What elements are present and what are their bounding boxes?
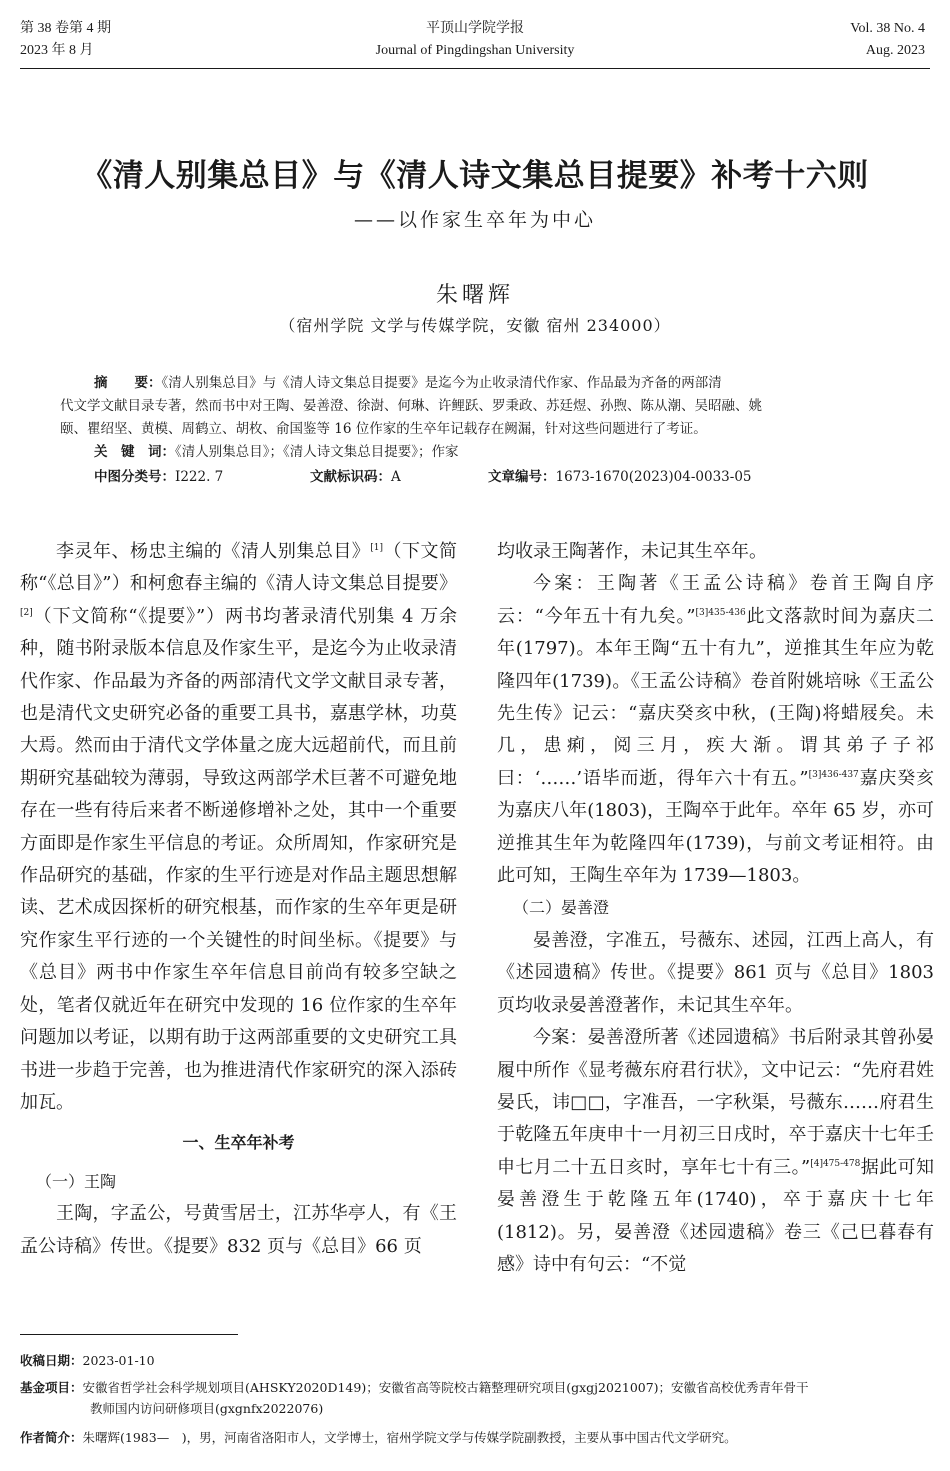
clc-label: 中图分类号： <box>94 469 175 485</box>
intro-text-a: 李灵年、杨忠主编的《清人别集总目》 <box>56 541 371 562</box>
footnote-rule <box>20 1334 238 1335</box>
running-header-center <box>0 18 950 62</box>
fund-text-1: 安徽省哲学社会科学规划项目(AHSKY2020D149)；安徽省高等院校古籍整理研究项目(gxgj2021007)；安徽省高校优秀青年骨干 <box>82 1380 809 1395</box>
yanshancheng-text-a: 今案：晏善澄所著《述园遗稿》书后附录其曾孙晏履中所作《显考薇东府君行状》，文中记云：“先府君姓晏氏，讳□□，字准吾，一字秋渠，号薇东……府君生于乾隆五年庚申十一月初三日戌时，卒于嘉庆十七年壬申七月二十五日亥时，享年七十有三。” <box>497 1027 934 1178</box>
issue-date: 2023 年 8 月 <box>20 43 94 58</box>
volume-issue: 第 38 卷第 4 期 <box>20 21 111 36</box>
clc-number <box>94 464 223 490</box>
clc-value: I222. 7 <box>175 469 224 485</box>
abstract-block <box>60 372 894 490</box>
fund-text-2: 教师国内访问研修项目(gxgnfx2022076) <box>90 1401 324 1416</box>
volume-number-en: Vol. 38 No. 4 <box>850 21 925 36</box>
received-value: 2023-01-10 <box>82 1353 155 1368</box>
intro-text-c: （下文简称“《提要》”）两书均著录清代别集 4 万余种，随书附录版本信息及作家生平，是迄今为止收录清代作家、作品最为齐备的两部清代文学文献目录专著，也是清代文史研究必备的重要工具书，嘉惠学林，功莫大焉。然而由于清代文学体量之庞大远超前代，而且前期研究基础较为薄弱，导致这两部学术巨著不可避免地存在一些有待后来者不断递修增补之处，其中一个重要方面即是作家生平信息的考证。众所周知，作家研究是作品研究的基础，作家的生平行迹是对作品主题思想解读、艺术成因探析的研究根基，而作家的生卒年更是研究作家生平行迹的一个关键性的时间坐标。《提要》与《总目》两书中作家生卒年信息目前尚有较多空缺之处，笔者仅就近年在研究中发现的 16 位作家的生卒年问题加以考证，以期有助于这两部重要的文史研究工具书进一步趋于完善，也为推进清代作家研究的深入添砖加瓦。 <box>20 605 457 1113</box>
issue-date-en: Aug. 2023 <box>865 43 925 58</box>
body-column-right <box>497 536 934 1281</box>
abstract-line-3: 颐、瞿绍坚、黄模、周鹤立、胡枚、俞国鉴等 16 位作家的生卒年记载存在阙漏，针对这些问题进行了考证。 <box>60 421 707 437</box>
author-name: 朱曙辉 <box>435 283 514 308</box>
citation-3b: [3]436-437 <box>808 769 859 780</box>
author-bio-text: 朱曙辉(1983— )，男，河南省洛阳市人，文学博士，宿州学院文学与传媒学院副教授，主要从事中国古代文学研究。 <box>82 1430 737 1445</box>
journal-name-en: Journal of Pingdingshan University <box>375 43 575 58</box>
citation-3a: [3]435-436 <box>695 607 746 618</box>
doccode-value: A <box>391 469 401 485</box>
wangtao-text-b: 此文落款时间为嘉庆二年(1797)。本年王陶“五十有九”，逆推其生年应为乾隆四年(1739)。《王孟公诗稿》卷首附姚培咏《王孟公先生传》记云：“嘉庆癸亥中秋，(王陶)将蜡屐矣。未几，患痢，阅三月，疾大渐。谓其弟子子祁曰：‘……’语毕而逝，得年六十有五。” <box>497 605 935 789</box>
yanshancheng-paragraph-1: 晏善澄，字准五，号薇东、述园，江西上高人，有《述园遗稿》传世。《提要》861 页与《总目》1803 页均收录晏善澄著作，未记其生卒年。 <box>497 929 934 1016</box>
subsection-heading-2: （二）晏善澄 <box>513 898 610 918</box>
articleno-value: 1673-1670(2023)04-0033-05 <box>555 469 752 485</box>
articleno-label: 文章编号： <box>488 469 556 485</box>
yanshancheng-text-b: 据此可知晏善澄生于乾隆五年(1740)，卒于嘉庆十七年(1812)。另，晏善澄《述园遗稿》卷三《己巳暮春有感》诗中有句云：“不觉 <box>497 1156 935 1275</box>
received-date-note <box>20 1350 932 1371</box>
article-number <box>488 464 752 490</box>
wangtao-text-a: 今案：王陶著《王孟公诗稿》卷首王陶自序云：“今年五十有九矣。” <box>497 573 934 627</box>
wangtao-paragraph-1-cont: 均收录王陶著作，未记其生卒年。 <box>497 541 767 562</box>
yanshancheng-paragraph-2 <box>497 1022 934 1281</box>
keywords-line <box>60 441 894 464</box>
citation-4: [4]475-478 <box>810 1158 861 1169</box>
abstract-text-1: 《清人别集总目》与《清人诗文集总目提要》是迄今为止收录清代作家、作品最为齐备的两部清 <box>161 375 722 391</box>
citation-1: [1] <box>370 543 384 553</box>
citation-2: [2] <box>20 607 33 618</box>
intro-text-b: （下文简称“《总目》”）和柯愈春主编的《清人诗文集总目提要》 <box>20 541 457 595</box>
keywords-text: 《清人别集总目》；《清人诗文集总目提要》；作家 <box>175 444 459 460</box>
author-affiliation: （宿州学院 文学与传媒学院，安徽 宿州 234000） <box>279 316 671 335</box>
article-subtitle: ——以作家生卒年为中心 <box>353 209 596 231</box>
fund-label: 基金项目： <box>20 1380 83 1395</box>
abstract-label: 摘 要： <box>94 375 162 391</box>
wangtao-text-c: 嘉庆癸亥为嘉庆八年(1803)，王陶卒于此年。卒年 65 岁，亦可逆推其生年为乾隆四年(1739)，与前文考证相符。由此可知，王陶生卒年为 1739—1803。 <box>497 767 934 887</box>
article-title: 《清人别集总目》与《清人诗文集总目提要》补考十六则 <box>81 158 869 194</box>
wangtao-paragraph-1: 王陶，字孟公，号黄雪居士，江苏华亭人，有《王孟公诗稿》传世。《提要》832 页与《总目》66 页 <box>20 1203 457 1257</box>
intro-paragraph <box>20 536 457 1119</box>
running-header-right <box>850 18 925 62</box>
document-code <box>310 464 401 490</box>
abstract-line-1 <box>60 372 894 395</box>
keywords-label: 关 键 词： <box>94 444 175 460</box>
subsection-heading-1: （一）王陶 <box>36 1171 117 1191</box>
received-label: 收稿日期： <box>20 1353 83 1368</box>
journal-name-cn: 平顶山学院学报 <box>426 21 524 36</box>
author-bio-note <box>20 1427 932 1448</box>
fund-line-1 <box>20 1377 932 1398</box>
fund-note <box>20 1377 932 1419</box>
section-heading-1: 一、生卒年补考 <box>182 1133 295 1153</box>
doccode-label: 文献标识码： <box>310 469 391 485</box>
header-rule <box>20 68 930 69</box>
body-column-left <box>20 536 457 1263</box>
wangtao-paragraph-2 <box>497 568 934 892</box>
abstract-line-2: 代文学文献目录专著，然而书中对王陶、晏善澄、徐澍、何琳、许鲤跃、罗秉政、苏廷煜、孙煦、陈从潮、吴昭融、姚 <box>60 398 762 414</box>
author-bio-label: 作者简介： <box>20 1430 83 1445</box>
classification-row <box>60 464 894 490</box>
